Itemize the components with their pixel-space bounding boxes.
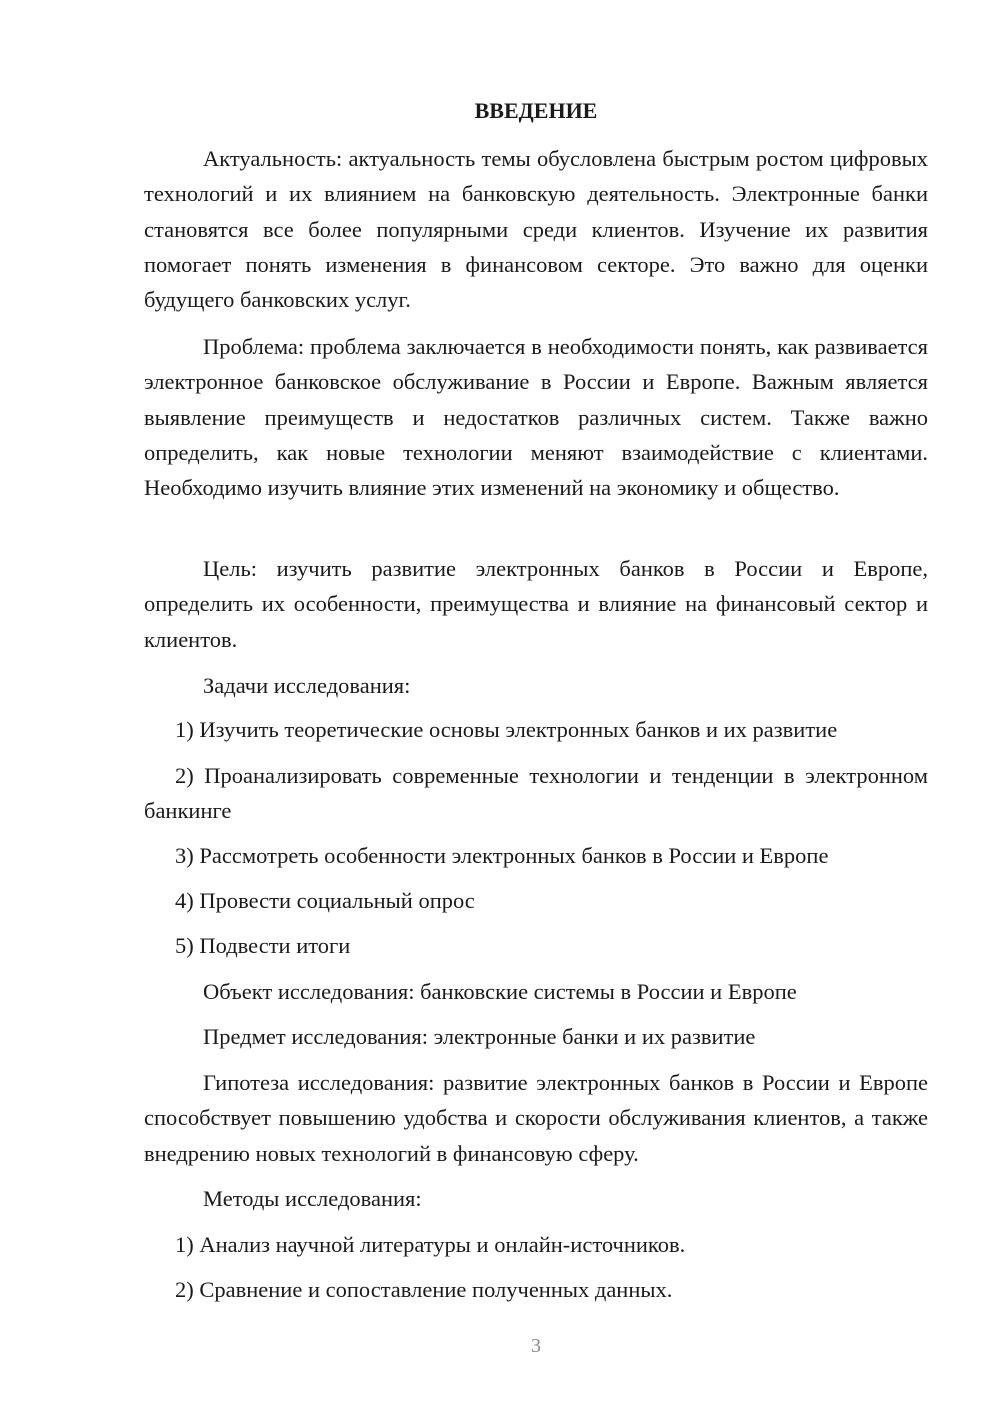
task-item-1: 1) Изучить теоретические основы электронных банков и их развитие [175, 717, 838, 742]
method-item-2: 2) Сравнение и сопоставление полученных данных. [175, 1277, 673, 1302]
task-item-3: 3) Рассмотреть особенности электронных банков в России и Европе [175, 843, 829, 868]
research-object: Объект исследования: банковские системы в России и Европе [203, 979, 797, 1004]
hypothesis-paragraph: Гипотеза исследования: развитие электронных банков в России и Европе способствует повышению удобства и скорости обслуживания клиентов, а также внедрению новых технологий в финансовую сферу. [144, 1070, 928, 1166]
relevance-paragraph: Актуальность: актуальность темы обусловлена быстрым ростом цифровых технологий и их влиянием на банковскую деятельность. Электронные банки становятся все более популярными среди клиентов. Изучение их развития помогает понять изменения в финансовом секторе. Это важно для оценки будущего банковских услуг. [144, 146, 928, 313]
task-item-4: 4) Провести социальный опрос [175, 888, 475, 913]
tasks-heading: Задачи исследования: [203, 673, 411, 698]
page-number: 3 [531, 1335, 541, 1357]
methods-heading: Методы исследования: [203, 1186, 422, 1211]
research-subject: Предмет исследования: электронные банки и их развитие [203, 1024, 756, 1049]
section-title: ВВЕДЕНИЕ [474, 98, 598, 123]
problem-paragraph: Проблема: проблема заключается в необходимости понять, как развивается электронное банковское обслуживание в России и Европе. Важным является выявление преимуществ и недостатков различных систем. Также важно определить, как новые технологии меняют взаимодействие с клиентами. Необходимо изучить влияние этих изменений на экономику и общество. [144, 334, 928, 501]
goal-paragraph: Цель: изучить развитие электронных банков в России и Европе, определить их особенности, преимущества и влияние на финансовый сектор и клиентов. [144, 556, 928, 652]
method-item-1: 1) Анализ научной литературы и онлайн-источников. [175, 1232, 686, 1257]
task-item-5: 5) Подвести итоги [175, 933, 351, 958]
task-item-2: 2) Проанализировать современные технологии и тенденции в электронном банкинге [144, 763, 928, 824]
